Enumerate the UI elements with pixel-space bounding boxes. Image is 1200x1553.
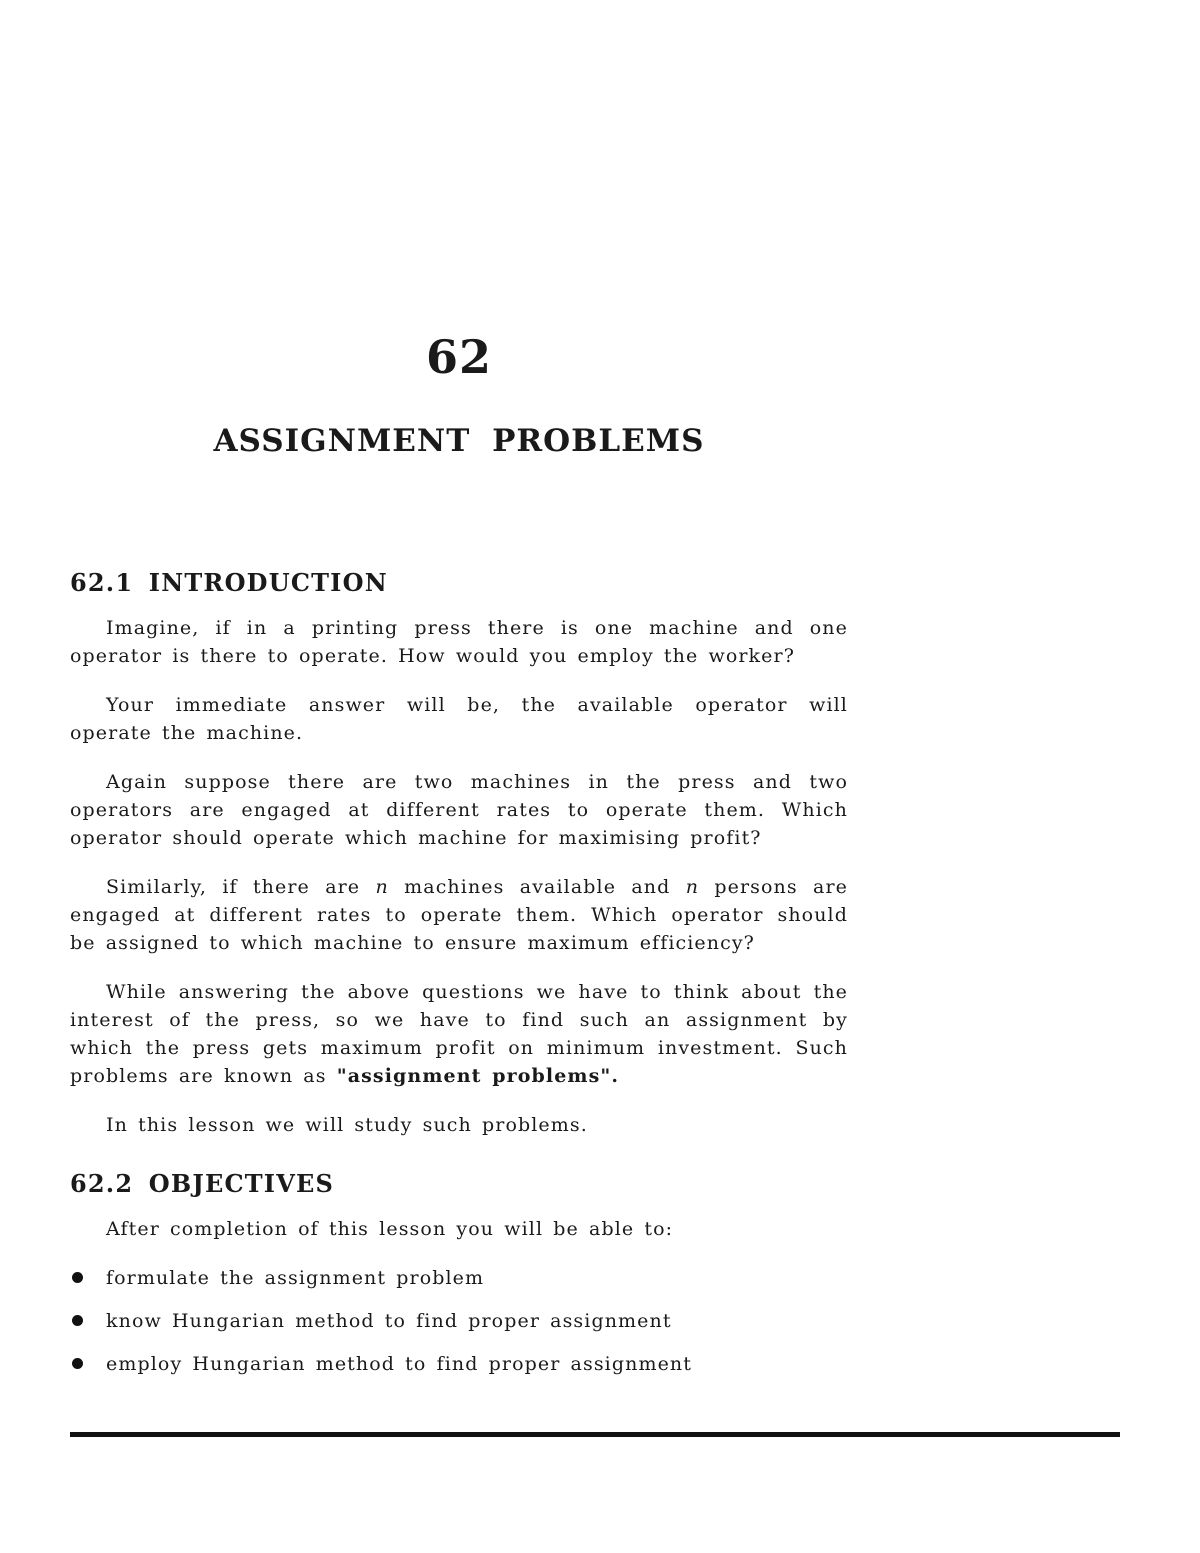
- intro-paragraph-6: In this lesson we will study such problems.: [106, 1114, 588, 1136]
- intro-paragraph-1: Imagine, if in a printing press there is one machine and one operator is there to operate. How would you employ the worker?: [70, 617, 848, 667]
- bottom-rule: [70, 1432, 1120, 1437]
- intro-paragraph-4-part2: machines available and: [388, 876, 686, 898]
- intro-paragraph-4-part1: Similarly, if there are: [106, 876, 376, 898]
- intro-paragraph-5-text: While answering the above questions we have to think about the interest of the press, so we have to find such an assignment by which the press gets maximum profit on minimum investment. Such problems are known as: [70, 981, 848, 1087]
- objective-text: know Hungarian method to find proper assignment: [106, 1310, 672, 1332]
- intro-paragraph-4: [70, 873, 848, 957]
- chapter-number: 62: [425, 330, 492, 384]
- bullet-icon: [72, 1358, 83, 1369]
- intro-paragraph-3: Again suppose there are two machines in the press and two operators are engaged at different rates to operate them. Which operator should operate which machine for maximising profit?: [70, 771, 848, 849]
- intro-paragraph-2: Your immediate answer will be, the available operator will operate the machine.: [70, 694, 848, 744]
- bullet-icon: [72, 1315, 83, 1326]
- objective-item: [70, 1264, 848, 1292]
- variable-n: n: [685, 876, 700, 898]
- objectives-heading: 62.2 OBJECTIVES: [70, 1169, 335, 1198]
- objectives-intro: After completion of this lesson you will be able to:: [106, 1218, 674, 1240]
- introduction-heading: 62.1 INTRODUCTION: [70, 568, 388, 597]
- intro-paragraph-4-part3: persons are engaged at different rates to operate them. Which operator should be assigned to which machine to ensure maximum efficiency?: [70, 876, 849, 954]
- assignment-problems-term: "assignment problems".: [336, 1065, 620, 1087]
- intro-paragraph-5: [70, 978, 848, 1090]
- bullet-icon: [72, 1272, 83, 1283]
- objective-text: formulate the assignment problem: [106, 1267, 485, 1289]
- objectives-list: [70, 1264, 848, 1378]
- variable-n: n: [375, 876, 389, 898]
- objective-item: [70, 1350, 848, 1378]
- lesson-content: [70, 566, 848, 1393]
- chapter-title: ASSIGNMENT PROBLEMS: [213, 423, 705, 459]
- objective-item: [70, 1307, 848, 1335]
- objective-text: employ Hungarian method to find proper assignment: [106, 1353, 692, 1375]
